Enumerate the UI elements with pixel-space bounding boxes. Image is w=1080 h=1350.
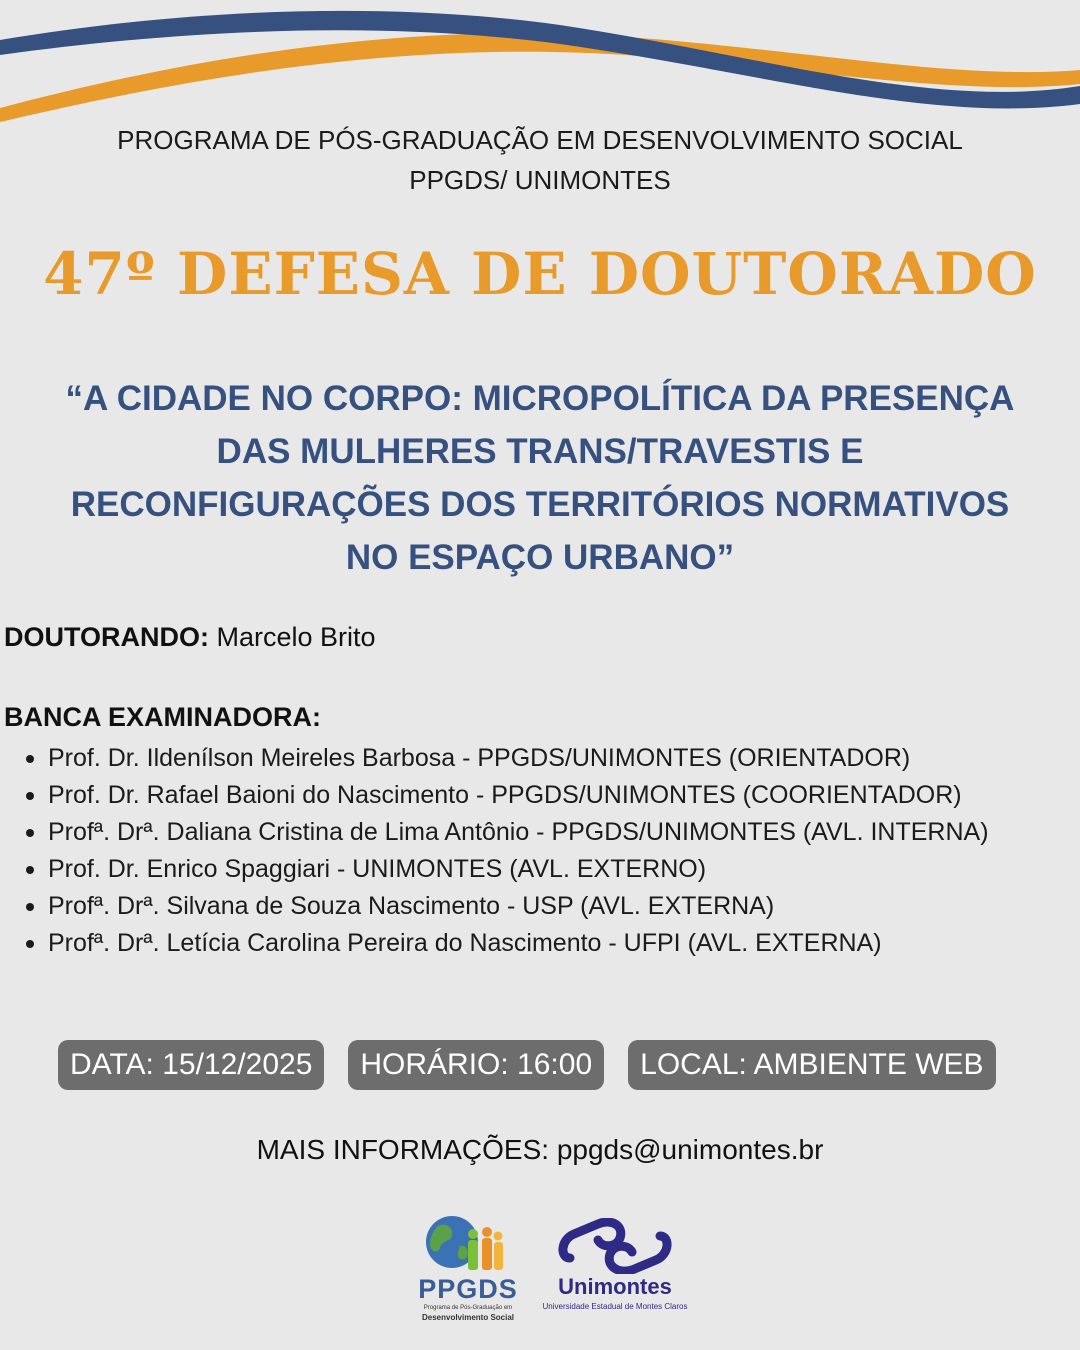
blue-wave <box>0 11 1080 109</box>
candidate-label: DOUTORANDO: <box>4 622 209 652</box>
event-details <box>58 1040 1058 1090</box>
program-header <box>0 120 1080 200</box>
list-item: Profª. Drª. Daliana Cristina de Lima Antônio - PPGDS/UNIMONTES (AVL. INTERNA) <box>18 814 1068 851</box>
location-badge: LOCAL: AMBIENTE WEB <box>628 1040 995 1090</box>
program-acronym: PPGDS/ UNIMONTES <box>409 165 671 195</box>
banca-label: BANCA EXAMINADORA: <box>4 702 321 732</box>
unimontes-emblem-icon <box>540 1218 690 1274</box>
ppgds-logo-text: PPGDS <box>418 1274 518 1304</box>
more-info: MAIS INFORMAÇÕES: ppgds@unimontes.br <box>256 1134 824 1165</box>
thesis-title: “A CIDADE NO CORPO: MICROPOLÍTICA DA PRESENÇA DAS MULHERES TRANS/TRAVESTIS E RECONFIGURAÇÕES DOS TERRITÓRIOS NORMATIVOS NO ESPAÇO URBANO” <box>65 379 1015 577</box>
ppgds-logo-subtitle-2: Desenvolvimento Social <box>421 1313 515 1322</box>
list-item: Prof. Dr. Enrico Spaggiari - UNIMONTES (AVL. EXTERNO) <box>18 851 1068 888</box>
candidate-line <box>4 622 376 653</box>
event-title: 47º DEFESA DE DOUTORADO <box>43 240 1037 308</box>
orange-wave <box>0 33 1080 122</box>
unimontes-logo-subtitle: Universidade Estadual de Montes Claros <box>542 1302 688 1311</box>
banca-list <box>18 740 1068 962</box>
globe-people-icon <box>408 1212 528 1274</box>
list-item: Profª. Drª. Letícia Carolina Pereira do Nascimento - UFPI (AVL. EXTERNA) <box>18 925 1068 962</box>
ppgds-logo-subtitle: Programa de Pós-Graduação em <box>423 1305 513 1311</box>
unimontes-logo <box>540 1218 690 1328</box>
program-name: PROGRAMA DE PÓS-GRADUAÇÃO EM DESENVOLVIMENTO SOCIAL <box>117 125 963 155</box>
date-badge: DATA: 15/12/2025 <box>58 1040 324 1090</box>
candidate-name: Marcelo Brito <box>216 622 376 652</box>
list-item: Prof. Dr. Ildenílson Meireles Barbosa - PPGDS/UNIMONTES (ORIENTADOR) <box>18 740 1068 777</box>
list-item: Prof. Dr. Rafael Baioni do Nascimento - PPGDS/UNIMONTES (COORIENTADOR) <box>18 777 1068 814</box>
list-item: Profª. Drª. Silvana de Souza Nascimento - USP (AVL. EXTERNA) <box>18 888 1068 925</box>
unimontes-logo-text: Unimontes <box>558 1274 672 1299</box>
ppgds-logo <box>408 1212 528 1332</box>
time-badge: HORÁRIO: 16:00 <box>348 1040 604 1090</box>
decorative-waves <box>0 0 1080 130</box>
